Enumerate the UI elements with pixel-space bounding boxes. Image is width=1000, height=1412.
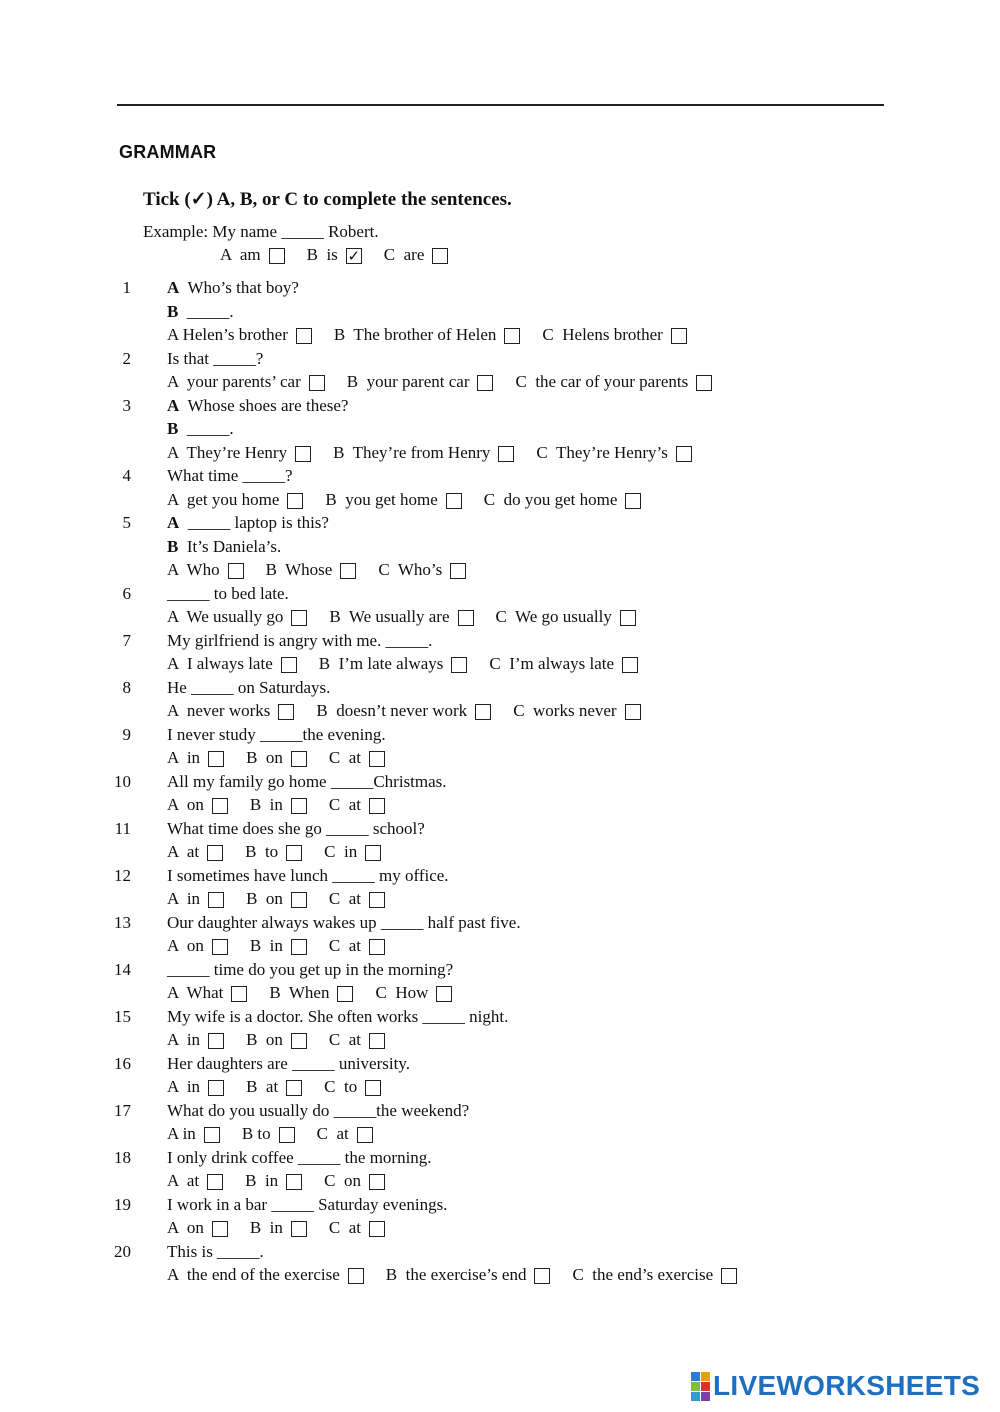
- options-row: [167, 748, 407, 768]
- answer-checkbox[interactable]: [287, 493, 303, 509]
- sentence: What do you usually do _____the weekend?: [167, 1100, 470, 1120]
- answer-option: [269, 983, 375, 1003]
- answer-option: [489, 654, 660, 674]
- option-label: C at: [316, 1124, 349, 1143]
- section-title: GRAMMAR: [119, 142, 217, 162]
- question-text: [167, 278, 299, 298]
- answer-checkbox[interactable]: [475, 704, 491, 720]
- answer-checkbox[interactable]: [369, 751, 385, 767]
- answer-option: [220, 245, 307, 265]
- answer-checkbox[interactable]: [291, 1033, 307, 1049]
- option-label: B you get home: [325, 489, 438, 509]
- liveworksheets-logo: [691, 1370, 980, 1402]
- answer-checkbox[interactable]: [309, 375, 325, 391]
- options-row: [167, 795, 407, 815]
- option-label: C How: [375, 983, 429, 1002]
- answer-option: [167, 795, 250, 815]
- answer-option: [250, 936, 329, 956]
- answer-option: [329, 1030, 407, 1050]
- question-number: 7: [122, 630, 131, 650]
- answer-checkbox[interactable]: [357, 1127, 373, 1143]
- answer-checkbox[interactable]: [348, 1268, 364, 1284]
- sentence: I sometimes have lunch _____ my office.: [167, 865, 449, 885]
- answer-option: [266, 560, 379, 580]
- answer-checkbox[interactable]: [279, 1127, 295, 1143]
- answer-checkbox[interactable]: [622, 657, 638, 673]
- option-label: B on: [246, 889, 283, 908]
- answer-option: [329, 795, 407, 815]
- option-label: B I’m late always: [318, 654, 444, 673]
- options-row: [167, 1077, 403, 1097]
- question-text: [167, 1195, 447, 1215]
- answer-option: [167, 607, 329, 627]
- question-text: [167, 584, 289, 604]
- options-row: [167, 1265, 759, 1285]
- answer-option: [167, 983, 269, 1003]
- answer-option: [496, 607, 658, 627]
- options-row: [167, 560, 488, 580]
- sentence: My girlfriend is angry with me. _____.: [167, 630, 433, 650]
- answer-checkbox[interactable]: [671, 328, 687, 344]
- answer-option: [167, 889, 246, 909]
- option-label: B your parent car: [346, 372, 470, 391]
- answer-option: [246, 1030, 329, 1050]
- logo-tile: [691, 1372, 700, 1381]
- logo-tile: [701, 1392, 710, 1401]
- question-text: [167, 678, 330, 698]
- answer-checkbox[interactable]: [291, 610, 307, 626]
- answer-option: [167, 1030, 246, 1050]
- answer-option: [167, 490, 325, 510]
- option-label: B on: [246, 748, 283, 767]
- option-label: C on: [324, 1171, 362, 1190]
- answer-checkbox[interactable]: [369, 1174, 385, 1190]
- option-label: B to: [241, 1124, 271, 1143]
- sentence: What time _____?: [167, 466, 293, 485]
- answer-checkbox[interactable]: [451, 657, 467, 673]
- option-label: B the exercise’s end: [385, 1265, 527, 1284]
- options-row: [167, 936, 407, 956]
- option-label: A in: [167, 748, 201, 767]
- question-number: 3: [122, 395, 131, 415]
- option-label: A the end of the exercise: [167, 1265, 340, 1284]
- answer-option: [246, 748, 329, 768]
- option-label: B We usually are: [329, 607, 450, 626]
- answer-option: [242, 1124, 317, 1144]
- answer-option: [250, 1218, 329, 1238]
- answer-checkbox[interactable]: [625, 493, 641, 509]
- option-label: A in: [167, 889, 201, 908]
- answer-option: [325, 490, 483, 510]
- answer-checkbox[interactable]: [212, 798, 228, 814]
- answer-option: [484, 490, 664, 510]
- answer-checkbox[interactable]: [296, 328, 312, 344]
- answer-checkbox[interactable]: [208, 892, 224, 908]
- question-text: [167, 396, 348, 416]
- answer-option: [329, 936, 407, 956]
- option-label: A on: [167, 1218, 204, 1237]
- option-label: B When: [269, 983, 330, 1002]
- instruction: Tick (✓) A, B, or C to complete the sentences.: [143, 189, 512, 210]
- question-text: [167, 1101, 469, 1121]
- option-label: C at: [328, 1218, 362, 1237]
- answer-option: [572, 1265, 759, 1285]
- question-text: [167, 419, 234, 439]
- logo-text: LIVEWORKSHEETS: [713, 1370, 981, 1401]
- option-label: C Who’s: [378, 560, 443, 579]
- sentence: Who’s that boy?: [187, 278, 299, 297]
- question-number: 8: [122, 677, 131, 697]
- answer-checkbox[interactable]: [212, 939, 228, 955]
- answer-checkbox[interactable]: [278, 704, 294, 720]
- answer-option: [334, 325, 543, 345]
- answer-checkbox[interactable]: [212, 1221, 228, 1237]
- option-label: C the end’s exercise: [572, 1265, 714, 1284]
- options-row: [167, 889, 407, 909]
- question-number: 18: [114, 1147, 131, 1167]
- sentence: I only drink coffee _____ the morning.: [167, 1147, 432, 1167]
- option-label: A on: [167, 936, 204, 955]
- option-label: C do you get home: [483, 489, 618, 509]
- answer-checkbox[interactable]: [286, 1174, 302, 1190]
- question-number: 1: [122, 278, 131, 297]
- answer-checkbox[interactable]: [337, 986, 353, 1002]
- option-label: C to: [324, 1077, 358, 1096]
- answer-checkbox[interactable]: [369, 892, 385, 908]
- answer-option: [316, 701, 513, 721]
- option-label: A your parents’ car: [167, 372, 301, 391]
- question-text: [167, 537, 281, 557]
- answer-option: [329, 748, 407, 768]
- answer-option: [245, 1171, 324, 1191]
- answer-option: [515, 372, 734, 392]
- logo-tile: [691, 1382, 700, 1391]
- sentence: _____ to bed late.: [167, 583, 289, 603]
- sentence: All my family go home _____Christmas.: [167, 771, 447, 791]
- question-number: 12: [114, 865, 131, 885]
- logo-tile: [701, 1372, 710, 1381]
- option-label: B is: [306, 245, 338, 264]
- option-label: B in: [249, 795, 283, 814]
- answer-checkbox[interactable]: [207, 845, 223, 861]
- answer-checkbox[interactable]: [458, 610, 474, 626]
- options-row: [167, 842, 403, 862]
- sentence: Her daughters are _____ university.: [167, 1053, 410, 1073]
- answer-checkbox[interactable]: [204, 1127, 220, 1143]
- answer-option: [167, 1265, 386, 1285]
- question-text: [167, 725, 386, 745]
- question-number: 20: [114, 1241, 131, 1261]
- options-row: [167, 701, 663, 721]
- speaker-label: A: [167, 395, 180, 415]
- answer-checkbox[interactable]: [346, 248, 362, 264]
- answer-checkbox[interactable]: [450, 563, 466, 579]
- answer-checkbox[interactable]: [291, 892, 307, 908]
- option-label: A get you home: [167, 489, 280, 509]
- question-number: 2: [122, 348, 131, 368]
- option-label: C works never: [513, 701, 617, 720]
- question-number: 5: [122, 513, 131, 532]
- option-label: A am: [220, 245, 261, 264]
- answer-option: [536, 443, 713, 463]
- answer-checkbox[interactable]: [620, 610, 636, 626]
- options-row: [167, 1124, 395, 1144]
- option-label: A Who: [167, 560, 220, 579]
- answer-checkbox[interactable]: [291, 798, 307, 814]
- answer-option: [319, 654, 490, 674]
- answer-option: [329, 607, 495, 627]
- options-row: [167, 983, 474, 1003]
- answer-option: [246, 1077, 324, 1097]
- answer-option: [347, 372, 516, 392]
- answer-option: [167, 325, 334, 345]
- option-label: A We usually go: [167, 607, 284, 626]
- answer-checkbox[interactable]: [291, 939, 307, 955]
- option-label: A in: [167, 1077, 201, 1096]
- speaker-label: A: [167, 278, 180, 297]
- answer-checkbox[interactable]: [286, 1080, 302, 1096]
- option-label: A on: [167, 795, 204, 814]
- options-row: [220, 245, 470, 265]
- options-row: [167, 490, 663, 510]
- option-label: C at: [328, 889, 362, 908]
- answer-option: [167, 1171, 245, 1191]
- option-label: B They’re from Henry: [333, 442, 491, 462]
- question-text: [167, 513, 329, 533]
- answer-checkbox[interactable]: [696, 375, 712, 391]
- option-label: A never works: [167, 701, 271, 720]
- answer-option: [167, 372, 347, 392]
- question-text: [167, 1054, 410, 1074]
- sentence: It’s Daniela’s.: [186, 536, 282, 556]
- sentence: What time does she go _____ school?: [167, 818, 425, 838]
- answer-option: [333, 443, 536, 463]
- sentence: Whose shoes are these?: [187, 395, 349, 415]
- answer-checkbox[interactable]: [291, 751, 307, 767]
- sentence: _____.: [186, 419, 234, 438]
- option-label: A Helen’s brother: [167, 325, 288, 344]
- answer-checkbox[interactable]: [721, 1268, 737, 1284]
- question-number: 13: [114, 912, 131, 932]
- answer-option: [246, 889, 329, 909]
- option-label: C They’re Henry’s: [536, 442, 668, 462]
- answer-option: [513, 701, 662, 721]
- answer-option: [167, 701, 316, 721]
- question-number: 15: [114, 1006, 131, 1026]
- question-number: 17: [114, 1100, 131, 1120]
- option-label: C in: [324, 842, 358, 861]
- sentence: _____ laptop is this?: [187, 513, 329, 532]
- options-row: [167, 443, 714, 463]
- example-prompt: Example: My name _____ Robert.: [143, 222, 379, 241]
- answer-checkbox[interactable]: [208, 1080, 224, 1096]
- question-number: 9: [122, 724, 131, 744]
- sentence: Is that _____?: [167, 348, 264, 368]
- answer-checkbox[interactable]: [365, 845, 381, 861]
- question-text: [167, 819, 425, 839]
- speaker-label: A: [167, 513, 180, 532]
- answer-option: [167, 1218, 250, 1238]
- option-label: C We go usually: [495, 607, 612, 626]
- options-row: [167, 1218, 407, 1238]
- answer-checkbox[interactable]: [625, 704, 641, 720]
- options-row: [167, 325, 709, 345]
- option-label: A in: [167, 1124, 196, 1143]
- question-text: [167, 631, 432, 651]
- answer-option: [375, 983, 474, 1003]
- option-label: C at: [328, 795, 362, 814]
- question-text: [167, 866, 449, 886]
- answer-option: [384, 245, 471, 265]
- option-label: C at: [328, 748, 362, 767]
- option-label: A at: [167, 842, 200, 861]
- answer-checkbox[interactable]: [269, 248, 285, 264]
- answer-checkbox[interactable]: [207, 1174, 223, 1190]
- option-label: C Helens brother: [542, 325, 663, 344]
- option-label: B to: [245, 842, 279, 861]
- answer-checkbox[interactable]: [446, 493, 462, 509]
- answer-option: [167, 1077, 246, 1097]
- question-text: [167, 1007, 508, 1027]
- answer-checkbox[interactable]: [369, 798, 385, 814]
- options-row: [167, 372, 734, 392]
- sentence: I never study _____the evening.: [167, 724, 386, 744]
- answer-option: [542, 325, 708, 345]
- answer-checkbox[interactable]: [291, 1221, 307, 1237]
- option-label: B at: [246, 1077, 279, 1096]
- options-row: [167, 1171, 407, 1191]
- answer-option: [245, 842, 324, 862]
- options-row: [167, 607, 658, 627]
- answer-option: [324, 842, 403, 862]
- answer-checkbox[interactable]: [498, 446, 514, 462]
- question-text: [167, 466, 293, 486]
- options-row: [167, 1030, 407, 1050]
- speaker-label: B: [167, 536, 179, 556]
- answer-option: [167, 936, 250, 956]
- logo-tile: [691, 1392, 700, 1401]
- option-label: A in: [167, 1030, 201, 1049]
- question-text: [167, 349, 263, 369]
- question-text: [167, 960, 453, 980]
- option-label: C are: [383, 245, 425, 264]
- sentence: He _____ on Saturdays.: [167, 677, 331, 697]
- option-label: B doesn’t never work: [316, 701, 468, 720]
- sentence: I work in a bar _____ Saturday evenings.: [167, 1194, 448, 1214]
- answer-option: [329, 889, 407, 909]
- option-label: A What: [167, 983, 224, 1002]
- answer-checkbox[interactable]: [340, 563, 356, 579]
- options-row: [167, 654, 660, 674]
- answer-checkbox[interactable]: [676, 446, 692, 462]
- answer-option: [329, 1218, 407, 1238]
- option-label: C I’m always late: [489, 654, 615, 673]
- logo-tile: [701, 1382, 710, 1391]
- sentence: This is _____.: [167, 1241, 264, 1261]
- option-label: A I always late: [167, 654, 273, 673]
- top-rule: [117, 104, 884, 106]
- answer-option: [167, 748, 246, 768]
- answer-checkbox[interactable]: [295, 446, 311, 462]
- sentence: Our daughter always wakes up _____ half past five.: [167, 912, 521, 932]
- answer-option: [167, 560, 266, 580]
- option-label: C at: [328, 936, 362, 955]
- answer-checkbox[interactable]: [504, 328, 520, 344]
- question-number: 10: [114, 771, 131, 791]
- answer-checkbox[interactable]: [208, 1033, 224, 1049]
- option-label: B in: [245, 1171, 279, 1190]
- answer-option: [307, 245, 384, 265]
- answer-checkbox[interactable]: [208, 751, 224, 767]
- logo-mark-icon: [691, 1372, 710, 1401]
- answer-checkbox[interactable]: [369, 1033, 385, 1049]
- answer-option: [378, 560, 488, 580]
- question-number: 19: [114, 1194, 131, 1214]
- question-number: 6: [122, 583, 131, 603]
- answer-option: [317, 1124, 395, 1144]
- question-text: [167, 1242, 264, 1262]
- option-label: B The brother of Helen: [333, 325, 497, 344]
- option-label: B in: [249, 1218, 283, 1237]
- option-label: C at: [328, 1030, 362, 1049]
- question-text: [167, 772, 447, 792]
- answer-option: [324, 1171, 407, 1191]
- answer-checkbox[interactable]: [369, 939, 385, 955]
- option-label: A They’re Henry: [167, 442, 288, 462]
- option-label: B in: [249, 936, 283, 955]
- answer-option: [250, 795, 329, 815]
- question-number: 4: [122, 466, 131, 485]
- answer-checkbox[interactable]: [365, 1080, 381, 1096]
- question-number: 16: [114, 1053, 131, 1073]
- option-label: B on: [246, 1030, 283, 1049]
- sentence: _____ time do you get up in the morning?: [167, 959, 454, 979]
- answer-option: [167, 443, 333, 463]
- answer-option: [386, 1265, 573, 1285]
- answer-checkbox[interactable]: [436, 986, 452, 1002]
- question-number: 11: [114, 818, 131, 838]
- speaker-label: B: [167, 301, 179, 321]
- question-text: [167, 302, 234, 322]
- question-number: 14: [114, 959, 131, 979]
- option-label: B Whose: [265, 560, 333, 579]
- question-text: [167, 913, 521, 933]
- answer-checkbox[interactable]: [534, 1268, 550, 1284]
- sentence: _____.: [186, 301, 234, 321]
- answer-checkbox[interactable]: [231, 986, 247, 1002]
- option-label: C the car of your parents: [515, 372, 689, 391]
- speaker-label: B: [167, 419, 179, 438]
- question-text: [167, 1148, 432, 1168]
- sentence: My wife is a doctor. She often works _____ night.: [167, 1006, 509, 1026]
- answer-option: [167, 842, 245, 862]
- option-label: A at: [167, 1171, 200, 1190]
- answer-checkbox[interactable]: [228, 563, 244, 579]
- answer-option: [324, 1077, 403, 1097]
- answer-option: [167, 654, 319, 674]
- answer-checkbox[interactable]: [477, 375, 493, 391]
- answer-option: [167, 1124, 242, 1144]
- answer-checkbox[interactable]: [369, 1221, 385, 1237]
- answer-checkbox[interactable]: [281, 657, 297, 673]
- answer-checkbox[interactable]: [432, 248, 448, 264]
- answer-checkbox[interactable]: [286, 845, 302, 861]
